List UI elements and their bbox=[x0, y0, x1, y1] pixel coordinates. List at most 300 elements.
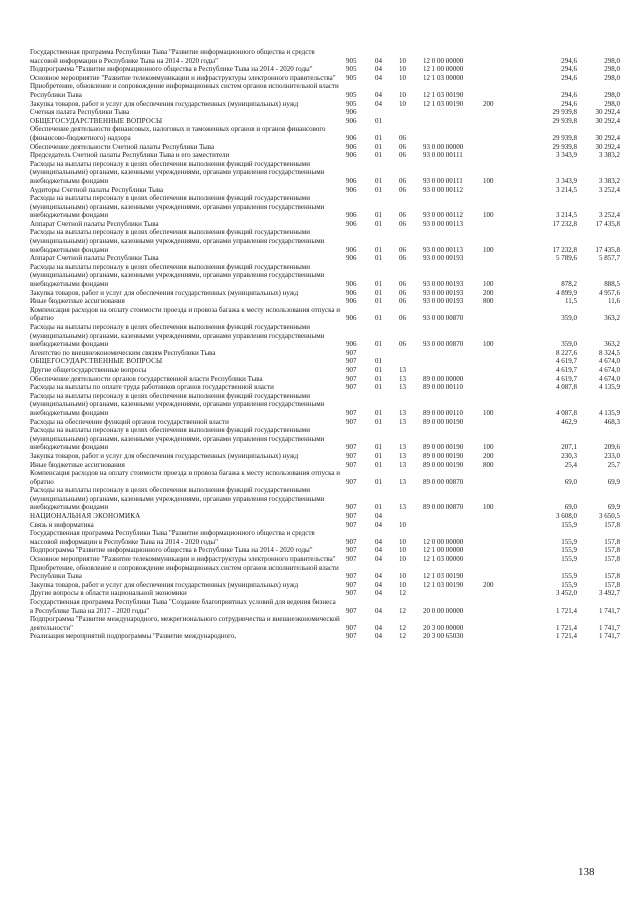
table-row bbox=[30, 48, 620, 65]
row-section: 04 bbox=[375, 65, 382, 74]
row-expense-type: 200 bbox=[483, 99, 494, 108]
row-subsection: 13 bbox=[399, 460, 406, 469]
row-expense-type: 800 bbox=[483, 460, 494, 469]
row-grbs: 907 bbox=[346, 365, 357, 374]
row-amount-year1: 3 343,9 bbox=[556, 176, 577, 185]
row-amount-year1: 69,0 bbox=[564, 477, 577, 486]
row-section: 04 bbox=[375, 520, 382, 529]
table-row bbox=[30, 357, 620, 366]
table-row bbox=[30, 117, 620, 126]
row-name: Подпрограмма "Развитие информационного общества в Республике Тыва на 2014 - 2020 годы" bbox=[30, 65, 313, 74]
row-grbs: 907 bbox=[346, 443, 357, 452]
row-amount-year1: 11,5 bbox=[565, 297, 577, 306]
row-amount-year2: 3 252,4 bbox=[599, 185, 620, 194]
row-grbs: 907 bbox=[346, 580, 357, 589]
row-amount-year2: 298,0 bbox=[604, 73, 620, 82]
row-amount-year1: 155,9 bbox=[561, 580, 577, 589]
row-amount-year1: 155,9 bbox=[561, 572, 577, 581]
row-target-article: 12 1 03 00190 bbox=[423, 99, 464, 108]
row-amount-year2: 69,9 bbox=[607, 477, 620, 486]
row-expense-type: 100 bbox=[483, 280, 494, 289]
row-amount-year1: 1 721,4 bbox=[556, 623, 577, 632]
row-section: 01 bbox=[375, 357, 382, 366]
table-row bbox=[30, 323, 620, 349]
row-amount-year2: 363,2 bbox=[604, 314, 620, 323]
row-amount-year2: 363,2 bbox=[604, 340, 620, 349]
row-amount-year2: 298,0 bbox=[604, 90, 620, 99]
row-subsection: 06 bbox=[399, 280, 406, 289]
row-amount-year1: 294,6 bbox=[561, 73, 577, 82]
row-name: Расходы на выплаты персоналу в целях обеспечения выполнения функций государственными (муниципальными) органами, казенными учреждениями, органами управления государственными внебюджетными фондами bbox=[30, 159, 325, 185]
row-grbs: 906 bbox=[346, 280, 357, 289]
row-name: Основное мероприятие "Развитие телекоммуникации и инфраструктуры электронного правительства" bbox=[30, 555, 336, 564]
row-target-article: 93 0 00 00193 bbox=[423, 297, 464, 306]
row-name: Расходы на выплаты персоналу в целях обеспечения выполнения функций государственными (муниципальными) органами, казенными учреждениями, органами управления государственными внебюджетными фондами bbox=[30, 262, 325, 289]
row-grbs: 906 bbox=[346, 297, 357, 306]
row-grbs: 907 bbox=[346, 503, 357, 512]
row-target-article: 93 0 00 00193 bbox=[423, 288, 464, 297]
row-grbs: 907 bbox=[346, 537, 357, 546]
table-row bbox=[30, 186, 620, 195]
row-grbs: 906 bbox=[346, 185, 357, 194]
table-row bbox=[30, 263, 620, 289]
table-row bbox=[30, 418, 620, 427]
table-row bbox=[30, 366, 620, 375]
row-subsection: 10 bbox=[399, 572, 406, 581]
row-target-article: 12 1 03 00000 bbox=[423, 73, 464, 82]
row-target-article: 93 0 00 00113 bbox=[423, 245, 463, 254]
row-section: 01 bbox=[375, 254, 382, 263]
row-section: 01 bbox=[375, 116, 382, 125]
row-subsection: 10 bbox=[399, 537, 406, 546]
row-target-article: 12 1 03 00000 bbox=[423, 555, 464, 564]
row-amount-year2: 233,0 bbox=[604, 451, 620, 460]
row-grbs: 907 bbox=[346, 383, 357, 392]
row-name: Подпрограмма "Развитие международного, межрегионального сотрудничества и внешнеэкономической деятельности" bbox=[30, 615, 340, 632]
row-amount-year1: 155,9 bbox=[561, 546, 577, 555]
row-amount-year2: 3 383,2 bbox=[599, 176, 620, 185]
row-amount-year2: 209,6 bbox=[604, 443, 620, 452]
row-section: 04 bbox=[375, 632, 382, 641]
row-target-article: 12 0 00 00000 bbox=[423, 537, 464, 546]
table-row bbox=[30, 461, 620, 470]
row-target-article: 12 0 00 00000 bbox=[423, 56, 464, 65]
row-target-article: 20 3 00 00000 bbox=[423, 623, 464, 632]
table-row bbox=[30, 143, 620, 152]
row-name: Другие общегосударственные вопросы bbox=[30, 365, 147, 374]
row-name: Расходы на выплаты персоналу в целях обеспечения выполнения функций государственными (муниципальными) органами, казенными учреждениями, органами управления государственными внебюджетными фондами bbox=[30, 323, 325, 349]
row-name: Аппарат Счетной палаты Республики Тыва bbox=[30, 219, 159, 228]
row-grbs: 907 bbox=[346, 546, 357, 555]
row-name: Обеспечение деятельности Счетной палаты Республики Тыва bbox=[30, 142, 215, 151]
row-subsection: 13 bbox=[399, 383, 406, 392]
row-target-article: 89 0 00 00000 bbox=[423, 374, 464, 383]
row-subsection: 13 bbox=[399, 408, 406, 417]
row-amount-year2: 157,8 bbox=[604, 537, 620, 546]
row-grbs: 906 bbox=[346, 211, 357, 220]
row-target-article: 89 0 00 00870 bbox=[423, 503, 464, 512]
row-name: Счетная палата Республики Тыва bbox=[30, 108, 130, 117]
row-target-article: 93 0 00 00112 bbox=[423, 211, 463, 220]
row-name: Аудиторы Счетной палаты Республики Тыва bbox=[30, 185, 164, 194]
table-row bbox=[30, 486, 620, 512]
row-section: 04 bbox=[375, 580, 382, 589]
row-grbs: 906 bbox=[346, 151, 357, 160]
row-grbs: 906 bbox=[346, 219, 357, 228]
row-amount-year2: 30 292,4 bbox=[595, 142, 620, 151]
row-name: Обеспечение деятельности финансовых, налоговых и таможенных органов и органов финансового (финансово-бюджетного) надзора bbox=[30, 125, 326, 142]
row-expense-type: 200 bbox=[483, 451, 494, 460]
row-amount-year1: 359,0 bbox=[561, 340, 577, 349]
row-section: 01 bbox=[375, 185, 382, 194]
row-expense-type: 100 bbox=[483, 503, 494, 512]
row-grbs: 907 bbox=[346, 606, 357, 615]
row-subsection: 12 bbox=[399, 632, 406, 641]
table-row bbox=[30, 546, 620, 555]
row-name: Расходы на выплаты персоналу в целях обеспечения выполнения функций государственными (муниципальными) органами, казенными учреждениями, органами управления государственными внебюджетными фондами bbox=[30, 391, 325, 417]
row-name: Председатель Счетной палаты Республики Тыва и его заместители bbox=[30, 151, 230, 160]
row-grbs: 906 bbox=[346, 116, 357, 125]
row-name: Компенсация расходов на оплату стоимости проезда и провоза багажа к месту использования отпуска и обратно bbox=[30, 305, 340, 323]
row-grbs: 907 bbox=[346, 623, 357, 632]
row-name: Расходы на выплаты персоналу в целях обеспечения выполнения функций государственными (муниципальными) органами, казенными учреждениями, органами управления государственными внебюджетными фондами bbox=[30, 194, 325, 220]
table-row bbox=[30, 598, 620, 615]
row-grbs: 907 bbox=[346, 357, 357, 366]
row-grbs: 907 bbox=[346, 348, 357, 357]
row-grbs: 907 bbox=[346, 572, 357, 581]
row-amount-year1: 17 232,8 bbox=[552, 245, 577, 254]
row-subsection: 06 bbox=[399, 142, 406, 151]
row-name: Государственная программа Республики Тыва "Создание благоприятных условий для ведения бизнеса в Республике Тыва на 2017 - 2020 годы" bbox=[30, 598, 336, 615]
row-amount-year1: 359,0 bbox=[561, 314, 577, 323]
row-amount-year2: 4 674,0 bbox=[599, 365, 620, 374]
table-row bbox=[30, 306, 620, 323]
table-row bbox=[30, 469, 620, 486]
row-amount-year1: 3 343,9 bbox=[556, 151, 577, 160]
row-amount-year2: 1 741,7 bbox=[599, 623, 620, 632]
row-subsection: 10 bbox=[399, 546, 406, 555]
row-section: 04 bbox=[375, 56, 382, 65]
row-target-article: 20 3 00 65030 bbox=[423, 632, 464, 641]
row-amount-year1: 29 939,8 bbox=[552, 116, 577, 125]
row-grbs: 905 bbox=[346, 90, 357, 99]
row-target-article: 12 1 03 00190 bbox=[423, 90, 464, 99]
row-amount-year2: 4 674,0 bbox=[599, 357, 620, 366]
table-row bbox=[30, 581, 620, 590]
row-subsection: 12 bbox=[399, 606, 406, 615]
row-amount-year2: 5 857,7 bbox=[599, 254, 620, 263]
table-row bbox=[30, 426, 620, 452]
row-amount-year2: 17 435,8 bbox=[595, 219, 620, 228]
row-amount-year2: 157,8 bbox=[604, 580, 620, 589]
row-target-article: 89 0 00 00870 bbox=[423, 477, 464, 486]
row-target-article: 93 0 00 00111 bbox=[423, 176, 463, 185]
row-name: Агентство по внешнеэкономическим связям Республики Тыва bbox=[30, 348, 216, 357]
row-section: 04 bbox=[375, 555, 382, 564]
row-target-article: 12 1 03 00190 bbox=[423, 572, 464, 581]
row-section: 04 bbox=[375, 99, 382, 108]
row-name: Закупка товаров, работ и услуг для обеспечения государственных (муниципальных) нужд bbox=[30, 451, 299, 460]
row-target-article: 93 0 00 00193 bbox=[423, 254, 464, 263]
table-row bbox=[30, 297, 620, 306]
row-subsection: 13 bbox=[399, 365, 406, 374]
row-section: 01 bbox=[375, 451, 382, 460]
row-grbs: 906 bbox=[346, 314, 357, 323]
row-expense-type: 100 bbox=[483, 211, 494, 220]
row-section: 04 bbox=[375, 572, 382, 581]
row-amount-year2: 298,0 bbox=[604, 99, 620, 108]
row-target-article: 93 0 00 00870 bbox=[423, 340, 464, 349]
row-subsection: 06 bbox=[399, 245, 406, 254]
row-name: Закупка товаров, работ и услуг для обеспечения государственных (муниципальных) нужд bbox=[30, 288, 299, 297]
row-grbs: 905 bbox=[346, 73, 357, 82]
row-subsection: 13 bbox=[399, 477, 406, 486]
row-name: Расходы на выплаты по оплате труда работников органов государственной власти bbox=[30, 383, 274, 392]
table-row bbox=[30, 383, 620, 392]
row-section: 01 bbox=[375, 297, 382, 306]
row-expense-type: 100 bbox=[483, 340, 494, 349]
row-subsection: 12 bbox=[399, 589, 406, 598]
table-row bbox=[30, 125, 620, 142]
row-expense-type: 100 bbox=[483, 176, 494, 185]
table-row bbox=[30, 615, 620, 632]
row-target-article: 89 0 00 00190 bbox=[423, 443, 464, 452]
row-target-article: 12 1 03 00190 bbox=[423, 580, 464, 589]
row-grbs: 906 bbox=[346, 142, 357, 151]
row-grbs: 907 bbox=[346, 477, 357, 486]
row-section: 04 bbox=[375, 606, 382, 615]
table-row bbox=[30, 392, 620, 418]
row-grbs: 905 bbox=[346, 99, 357, 108]
row-amount-year1: 4 087,8 bbox=[556, 408, 577, 417]
row-grbs: 906 bbox=[346, 133, 357, 142]
row-subsection: 06 bbox=[399, 211, 406, 220]
row-amount-year1: 29 939,8 bbox=[552, 142, 577, 151]
row-section: 01 bbox=[375, 383, 382, 392]
row-target-article: 89 0 00 00190 bbox=[423, 451, 464, 460]
table-row bbox=[30, 555, 620, 564]
row-grbs: 906 bbox=[346, 245, 357, 254]
row-section: 01 bbox=[375, 477, 382, 486]
row-subsection: 06 bbox=[399, 133, 406, 142]
row-amount-year2: 4 674,0 bbox=[599, 374, 620, 383]
row-amount-year1: 294,6 bbox=[561, 99, 577, 108]
row-grbs: 907 bbox=[346, 632, 357, 641]
row-subsection: 13 bbox=[399, 503, 406, 512]
table-row bbox=[30, 108, 620, 117]
row-target-article: 89 0 00 00110 bbox=[423, 408, 463, 417]
row-amount-year1: 4 619,7 bbox=[556, 374, 577, 383]
row-amount-year1: 4 899,9 bbox=[556, 288, 577, 297]
row-grbs: 906 bbox=[346, 340, 357, 349]
row-amount-year1: 155,9 bbox=[561, 537, 577, 546]
row-target-article: 89 0 00 00190 bbox=[423, 460, 464, 469]
row-section: 04 bbox=[375, 537, 382, 546]
row-target-article: 93 0 00 00000 bbox=[423, 142, 464, 151]
row-amount-year1: 3 452,0 bbox=[556, 589, 577, 598]
row-target-article: 93 0 00 00111 bbox=[423, 151, 463, 160]
row-target-article: 12 1 00 00000 bbox=[423, 65, 464, 74]
row-target-article: 93 0 00 00193 bbox=[423, 280, 464, 289]
row-expense-type: 100 bbox=[483, 245, 494, 254]
row-amount-year2: 30 292,4 bbox=[595, 116, 620, 125]
row-section: 04 bbox=[375, 546, 382, 555]
row-section: 01 bbox=[375, 408, 382, 417]
row-section: 01 bbox=[375, 365, 382, 374]
table-row bbox=[30, 375, 620, 384]
row-section: 04 bbox=[375, 90, 382, 99]
row-grbs: 907 bbox=[346, 520, 357, 529]
row-amount-year2: 8 324,5 bbox=[599, 348, 620, 357]
row-subsection: 10 bbox=[399, 580, 406, 589]
row-amount-year2: 4 135,9 bbox=[599, 383, 620, 392]
row-section: 01 bbox=[375, 443, 382, 452]
table-row bbox=[30, 194, 620, 220]
row-name: Закупка товаров, работ и услуг для обеспечения государственных (муниципальных) нужд bbox=[30, 580, 299, 589]
row-grbs: 906 bbox=[346, 254, 357, 263]
row-amount-year1: 207,1 bbox=[561, 443, 577, 452]
row-subsection: 06 bbox=[399, 340, 406, 349]
row-name: Государственная программа Республики Тыва "Развитие информационного общества и средств массовой информации в Республике Тыва на 2014 - 2020 годы" bbox=[30, 529, 315, 546]
row-target-article: 93 0 00 00112 bbox=[423, 185, 463, 194]
row-section: 01 bbox=[375, 374, 382, 383]
table-row bbox=[30, 74, 620, 83]
row-amount-year2: 11,6 bbox=[608, 297, 620, 306]
row-amount-year2: 888,5 bbox=[604, 280, 620, 289]
row-grbs: 907 bbox=[346, 408, 357, 417]
row-subsection: 06 bbox=[399, 185, 406, 194]
row-subsection: 06 bbox=[399, 288, 406, 297]
row-expense-type: 200 bbox=[483, 580, 494, 589]
row-grbs: 906 bbox=[346, 176, 357, 185]
row-grbs: 907 bbox=[346, 460, 357, 469]
row-amount-year2: 298,0 bbox=[604, 65, 620, 74]
row-amount-year1: 1 721,4 bbox=[556, 632, 577, 641]
row-amount-year2: 4 135,9 bbox=[599, 408, 620, 417]
row-grbs: 907 bbox=[346, 589, 357, 598]
table-row bbox=[30, 254, 620, 263]
row-amount-year2: 3 383,2 bbox=[599, 151, 620, 160]
row-subsection: 12 bbox=[399, 623, 406, 632]
row-grbs: 907 bbox=[346, 512, 357, 521]
row-amount-year1: 294,6 bbox=[561, 90, 577, 99]
row-subsection: 10 bbox=[399, 65, 406, 74]
table-row bbox=[30, 512, 620, 521]
row-section: 04 bbox=[375, 73, 382, 82]
row-name: Подпрограмма "Развитие информационного общества в Республике Тыва на 2014 - 2020 годы" bbox=[30, 546, 313, 555]
row-amount-year1: 230,3 bbox=[561, 451, 577, 460]
table-row bbox=[30, 521, 620, 530]
row-section: 01 bbox=[375, 280, 382, 289]
row-target-article: 20 0 00 00000 bbox=[423, 606, 464, 615]
row-expense-type: 800 bbox=[483, 297, 494, 306]
row-amount-year1: 29 939,8 bbox=[552, 108, 577, 117]
table-row bbox=[30, 349, 620, 358]
row-amount-year1: 294,6 bbox=[561, 65, 577, 74]
row-section: 04 bbox=[375, 589, 382, 598]
row-name: Компенсация расходов на оплату стоимости проезда и провоза багажа к месту использования отпуска и обратно bbox=[30, 469, 340, 486]
row-amount-year1: 8 227,6 bbox=[556, 348, 577, 357]
row-target-article: 93 0 00 00113 bbox=[423, 219, 463, 228]
row-amount-year2: 157,8 bbox=[604, 572, 620, 581]
row-amount-year1: 3 214,5 bbox=[556, 185, 577, 194]
row-subsection: 10 bbox=[399, 520, 406, 529]
table-row bbox=[30, 220, 620, 229]
row-amount-year2: 298,0 bbox=[604, 56, 620, 65]
row-target-article: 89 0 00 00190 bbox=[423, 417, 464, 426]
row-amount-year1: 4 619,7 bbox=[556, 365, 577, 374]
row-amount-year2: 69,9 bbox=[607, 503, 620, 512]
row-name: Расходы на выплаты персоналу в целях обеспечения выполнения функций государственными (муниципальными) органами, казенными учреждениями, органами управления государственными внебюджетными фондами bbox=[30, 486, 325, 512]
row-expense-type: 100 bbox=[483, 443, 494, 452]
row-name: Иные бюджетные ассигнования bbox=[30, 460, 125, 469]
row-amount-year1: 29 939,8 bbox=[552, 133, 577, 142]
row-subsection: 06 bbox=[399, 297, 406, 306]
row-name: Основное мероприятие "Развитие телекоммуникации и инфраструктуры электронного правительства" bbox=[30, 73, 336, 82]
row-section: 01 bbox=[375, 417, 382, 426]
row-expense-type: 200 bbox=[483, 288, 494, 297]
table-row bbox=[30, 100, 620, 109]
row-subsection: 06 bbox=[399, 219, 406, 228]
row-amount-year1: 17 232,8 bbox=[552, 219, 577, 228]
row-amount-year1: 25,4 bbox=[564, 460, 577, 469]
row-section: 01 bbox=[375, 460, 382, 469]
table-row bbox=[30, 82, 620, 99]
row-amount-year1: 69,0 bbox=[564, 503, 577, 512]
row-amount-year1: 3 214,5 bbox=[556, 211, 577, 220]
row-amount-year1: 155,9 bbox=[561, 555, 577, 564]
row-grbs: 907 bbox=[346, 417, 357, 426]
row-amount-year2: 157,8 bbox=[604, 546, 620, 555]
row-amount-year1: 4 087,8 bbox=[556, 383, 577, 392]
row-name: Реализация мероприятий подпрограммы "Развитие международного, bbox=[30, 632, 237, 641]
row-section: 04 bbox=[375, 623, 382, 632]
row-grbs: 905 bbox=[346, 56, 357, 65]
row-section: 01 bbox=[375, 219, 382, 228]
row-name: Обеспечение деятельности органов государственной власти Республики Тыва bbox=[30, 374, 263, 383]
table-row bbox=[30, 228, 620, 254]
row-section: 04 bbox=[375, 512, 382, 521]
row-amount-year1: 1 721,4 bbox=[556, 606, 577, 615]
table-row bbox=[30, 65, 620, 74]
row-amount-year2: 157,8 bbox=[604, 555, 620, 564]
table-row bbox=[30, 160, 620, 186]
row-section: 01 bbox=[375, 340, 382, 349]
row-name: Иные бюджетные ассигнования bbox=[30, 297, 125, 306]
table-row bbox=[30, 151, 620, 160]
row-amount-year2: 25,7 bbox=[607, 460, 620, 469]
row-subsection: 06 bbox=[399, 254, 406, 263]
row-section: 01 bbox=[375, 245, 382, 254]
row-amount-year2: 157,8 bbox=[604, 520, 620, 529]
row-amount-year2: 4 957,6 bbox=[599, 288, 620, 297]
page-number: 138 bbox=[578, 866, 595, 878]
row-amount-year1: 3 608,0 bbox=[556, 512, 577, 521]
row-target-article: 12 1 00 00000 bbox=[423, 546, 464, 555]
table-row bbox=[30, 289, 620, 298]
row-grbs: 907 bbox=[346, 374, 357, 383]
row-name: ОБЩЕГОСУДАРСТВЕННЫЕ ВОПРОСЫ bbox=[30, 116, 163, 125]
row-target-article: 93 0 00 00870 bbox=[423, 314, 464, 323]
row-subsection: 10 bbox=[399, 90, 406, 99]
row-amount-year1: 462,9 bbox=[561, 417, 577, 426]
row-subsection: 13 bbox=[399, 417, 406, 426]
row-subsection: 10 bbox=[399, 99, 406, 108]
row-amount-year2: 468,3 bbox=[604, 417, 620, 426]
row-grbs: 907 bbox=[346, 451, 357, 460]
row-subsection: 06 bbox=[399, 314, 406, 323]
row-amount-year2: 30 292,4 bbox=[595, 133, 620, 142]
